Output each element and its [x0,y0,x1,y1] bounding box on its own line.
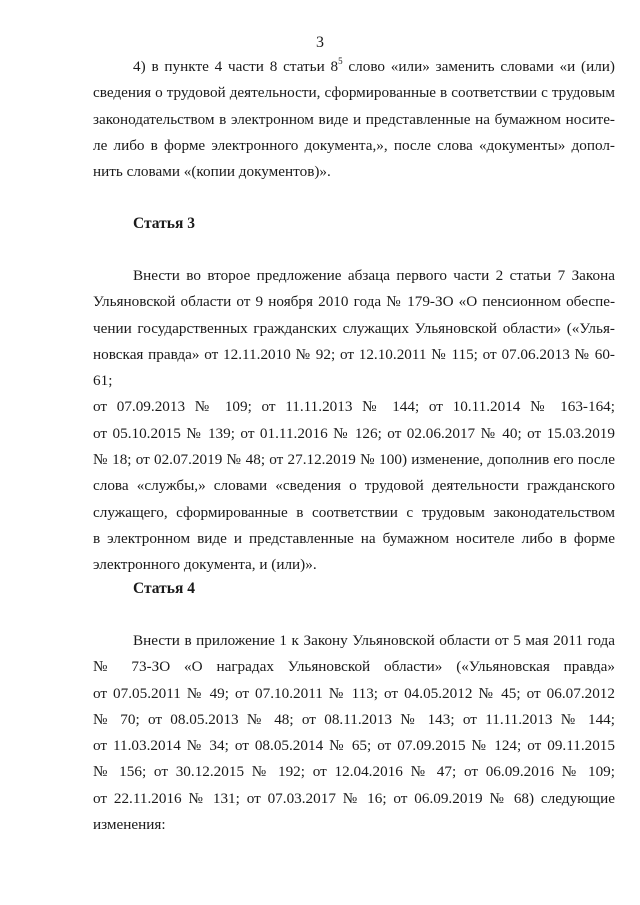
paragraph-line: сведения о трудовой деятельности, сформированные в соответствии с трудовым [93,84,615,102]
article-3-heading: Статья 3 [133,215,195,232]
paragraph-line: от 11.03.2014 № 34; от 08.05.2014 № 65; от 07.09.2015 № 124; от 09.11.2015 [93,737,615,755]
paragraph-line: слова «службы,» словами «сведения о трудовой деятельности гражданского [93,477,615,495]
paragraph-line: служащего, сформированные в соответствии с трудовым законодательством [93,503,615,521]
paragraph-line: № 156; от 30.12.2015 № 192; от 12.04.2016 № 47; от 06.09.2016 № 109; [93,763,615,781]
paragraph-line: № 73-ЗО «О наградах Ульяновской области» («Ульяновская правда» [93,658,615,676]
paragraph-line: № 70; от 08.05.2013 № 48; от 08.11.2013 № 143; от 11.11.2013 № 144; [93,710,615,728]
paragraph-item-4 [93,54,615,185]
page-number: 3 [316,34,324,51]
paragraph-line: Внести в приложение 1 к Закону Ульяновской области от 5 мая 2011 года [133,632,615,649]
paragraph-line [93,54,615,80]
paragraph-line: от 07.05.2011 № 49; от 07.10.2011 № 113; от 04.05.2012 № 45; от 06.07.2012 [93,684,615,702]
paragraph-line: ле либо в форме электронного документа,», после слова «документы» допол- [93,136,615,154]
paragraph-line: № 18; от 02.07.2019 № 48; от 27.12.2019 № 100) изменение, дополнив его после [93,451,615,469]
article-3-body [93,263,615,579]
paragraph-line: нить словами «(копии документов)». [93,163,331,181]
paragraph-line: чении государственных гражданских служащих Ульяновской области» («Улья- [93,319,615,337]
article-4-body [93,628,615,838]
line-text: 4) в пункте 4 части 8 статьи 8 [133,58,339,75]
paragraph-line: от 22.11.2016 № 131; от 07.03.2017 № 16; от 06.09.2019 № 68) следующие [93,789,615,807]
paragraph-line: Внести во второе предложение абзаца первого части 2 статьи 7 Закона [133,267,615,284]
line-text: слово «или» заменить словами «и (или) [342,58,615,75]
article-4-heading: Статья 4 [133,580,195,597]
superscript: 5 [338,56,343,66]
paragraph-line: изменения: [93,816,166,834]
paragraph-line: Ульяновской области от 9 ноября 2010 года № 179-ЗО «О пенсионном обеспе- [93,293,615,311]
paragraph-line: от 05.10.2015 № 139; от 01.11.2016 № 126; от 02.06.2017 № 40; от 15.03.2019 [93,424,615,442]
paragraph-line: от 07.09.2013 № 109; от 11.11.2013 № 144; от 10.11.2014 № 163-164; [93,398,615,416]
paragraph-line: электронного документа, и (или)». [93,556,317,574]
paragraph-line: в электронном виде и представленные на бумажном носителе либо в форме [93,529,615,547]
paragraph-line: законодательством в электронном виде и представленные на бумажном носите- [93,110,615,128]
paragraph-line: новская правда» от 12.11.2010 № 92; от 12.10.2011 № 115; от 07.06.2013 № 60-61; [93,345,615,390]
